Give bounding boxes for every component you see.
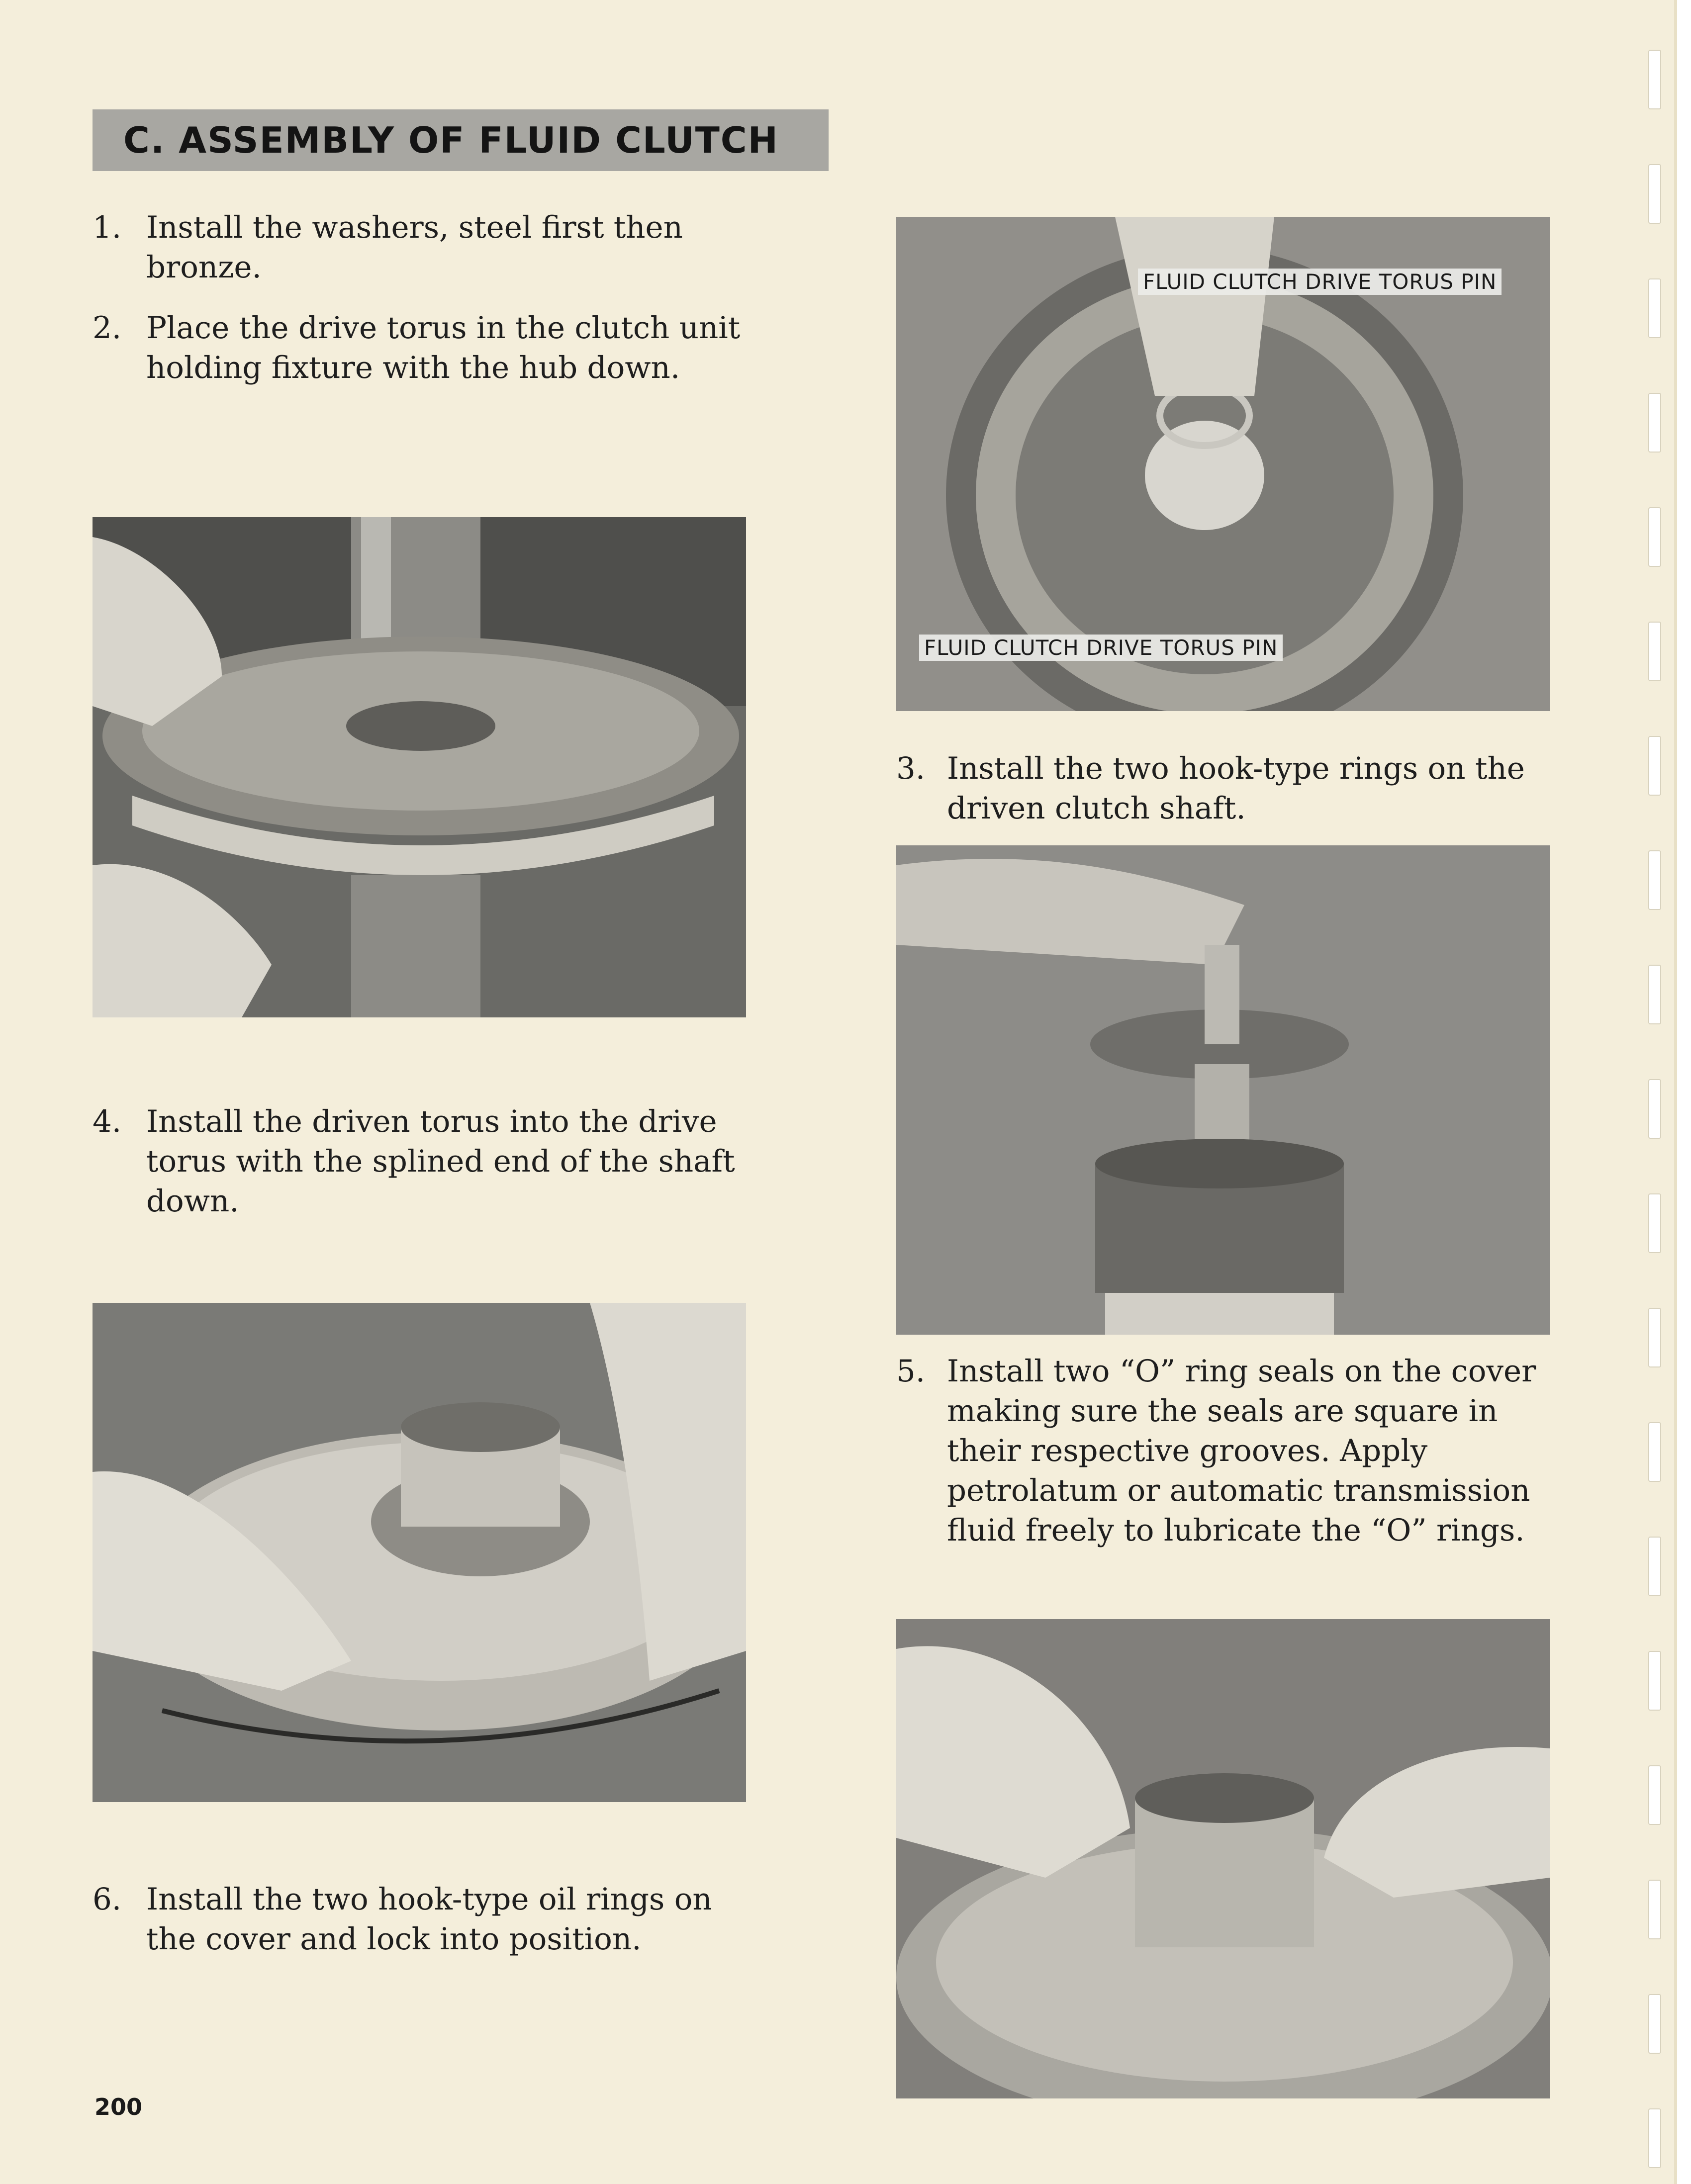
step-text: Install the two hook-type oil rings on the cover and lock into position.	[146, 1882, 712, 1957]
photo-hook-oil-rings	[896, 1619, 1550, 2098]
binder-hole	[1648, 1765, 1661, 1825]
binder-hole	[1648, 1193, 1661, 1253]
binder-hole	[1648, 507, 1661, 567]
step-text: Install the driven torus into the drive torus with the splined end of the shaft down.	[146, 1104, 735, 1219]
step-1	[93, 208, 749, 287]
step-number: 2.	[93, 310, 122, 346]
step-text: Install the two hook-type rings on the driven clutch shaft.	[947, 751, 1525, 826]
photo-cover-o-ring	[93, 1303, 746, 1802]
step-3	[896, 749, 1553, 828]
step-text: Install the washers, steel first then bronze.	[146, 210, 683, 285]
binder-hole	[1648, 1651, 1661, 1711]
binder-hole	[1648, 1994, 1661, 2054]
step-4	[93, 1102, 749, 1221]
step-number: 3.	[896, 751, 926, 786]
step-number: 5.	[896, 1354, 926, 1389]
step-number: 1.	[93, 210, 122, 245]
binder-hole	[1648, 850, 1661, 910]
binder-hole	[1648, 1422, 1661, 1482]
step-6	[93, 1880, 749, 1959]
page-number: 200	[94, 2093, 143, 2120]
step-2	[93, 308, 749, 388]
binder-hole	[1648, 164, 1661, 224]
binder-hole	[1648, 736, 1661, 796]
photo-driven-torus-insert	[896, 845, 1550, 1335]
callout-bottom-label: FLUID CLUTCH DRIVE TORUS PIN	[919, 635, 1283, 661]
callout-top-label: FLUID CLUTCH DRIVE TORUS PIN	[1138, 269, 1502, 295]
binder-hole	[1648, 278, 1661, 338]
step-5	[896, 1352, 1553, 1550]
binder-hole	[1648, 1308, 1661, 1367]
binder-hole	[1648, 622, 1661, 681]
step-text: Install two “O” ring seals on the cover making sure the seals are square in their respective grooves. Apply petrolatum or automatic transmission fluid freely to lubricate the “O” rings.	[947, 1354, 1536, 1548]
section-header	[93, 109, 829, 171]
section-title: C. ASSEMBLY OF FLUID CLUTCH	[123, 119, 779, 161]
binder-hole	[1648, 2108, 1661, 2168]
binder-hole	[1648, 1880, 1661, 1939]
binder-hole	[1648, 965, 1661, 1024]
binder-hole	[1648, 393, 1661, 453]
step-text: Place the drive torus in the clutch unit holding fixture with the hub down.	[146, 310, 741, 385]
step-number: 6.	[93, 1882, 122, 1917]
binder-hole	[1648, 50, 1661, 109]
binder-hole	[1648, 1537, 1661, 1596]
step-number: 4.	[93, 1104, 122, 1139]
photo-drive-torus-fixture	[93, 517, 746, 1017]
binder-hole	[1648, 1079, 1661, 1139]
